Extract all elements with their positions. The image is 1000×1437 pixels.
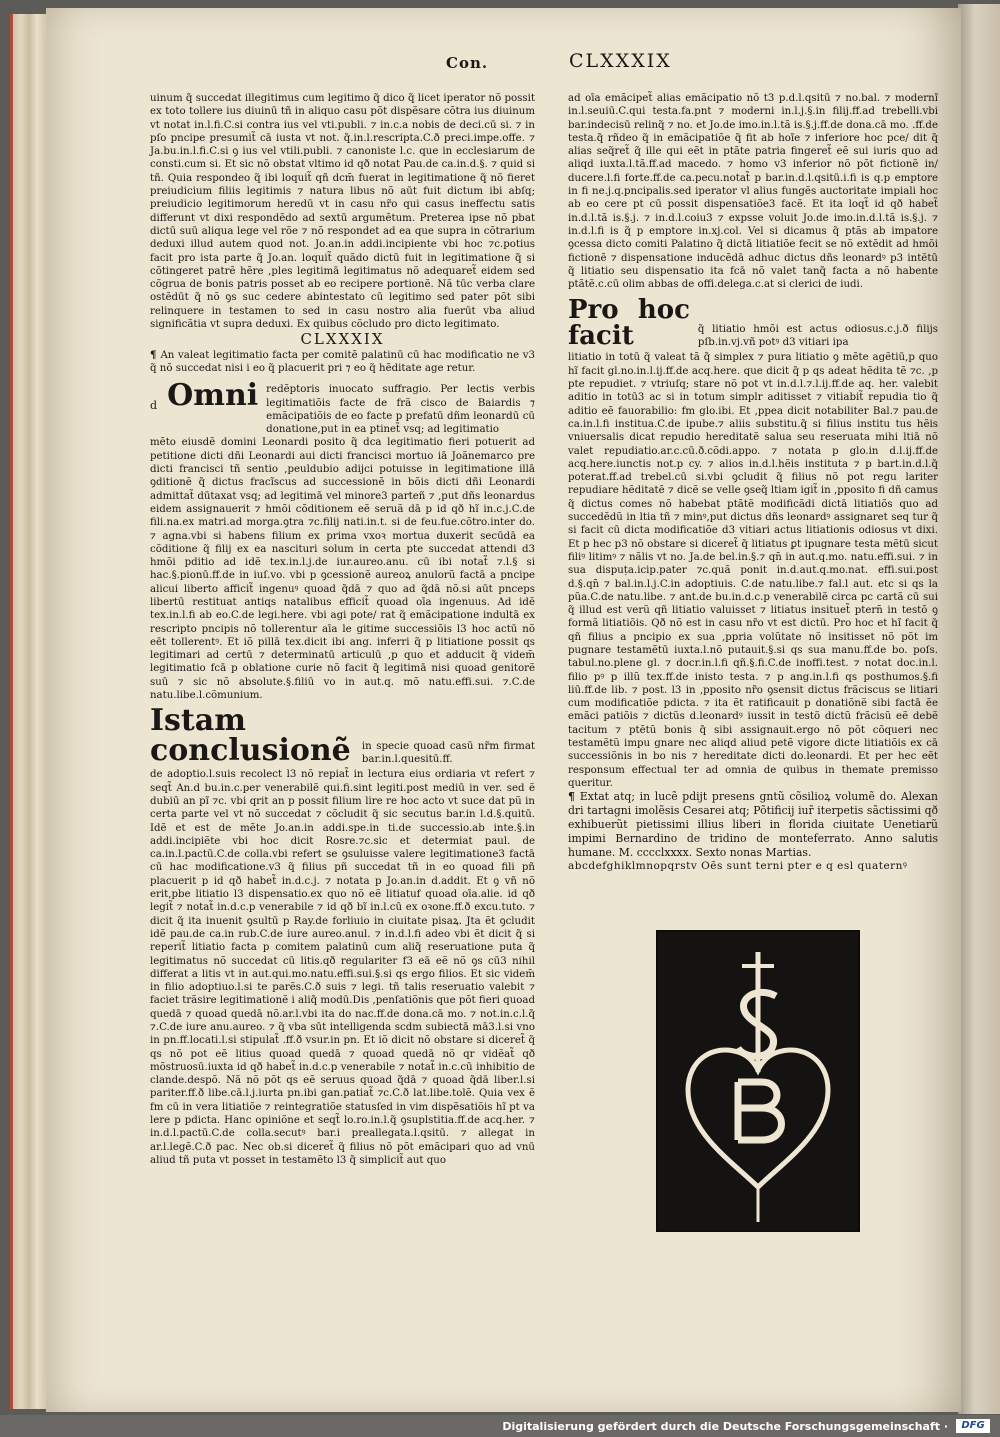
initial-block <box>568 295 938 352</box>
initial-word: Pro hoc facit <box>568 295 690 352</box>
register-line: abcdefghiklmnopqrstv Oẽs sunt terni pter e q esl quaternꝰ <box>568 860 908 873</box>
footer-bar <box>0 1415 1000 1437</box>
right-text-column <box>568 92 938 874</box>
initial-word: Istam conclusionẽ <box>150 703 351 769</box>
rubric-text: An valeat legitimatio facta per comitẽ palatinū cū hac modificatio ne v3 q̃ nõ succedat nisi i eo q̃ placuerit pri ⁊ eo q̃ hẽditate age retur. <box>150 349 535 374</box>
initial-block <box>150 378 535 436</box>
marginal-mark: d <box>150 399 158 413</box>
rubric <box>150 349 535 376</box>
paragraph: ad oīa emãcipet̃ alias emãcipatio nõ t3 p.d.l.qsitū ⁊ no.bal. ⁊ modernĩ in.l.seuiū.C.qui testa.fa.pnt ⁊ moderni in.l.j.§.in filij.ff.ad trebelli.vbi bar.indecisū relinq̃ ⁊ no. et Jo.de imo.in.l.tã is.§.j.ff.de dona.cā mo. .ff.de testa.q̃ rñdeo q̃ in emãcipatiõe q̃ fit ab hoĩe ⁊ inferiore hoc pce/ dit q̃ alias seq̃ret̃ q̃ ille qui eẽt in ptãte patria fingeret̃ eẽ sui iuris quo ad aliqd iuxta.l.tã.ff.ad macedo. ⁊ homo v3 inferior nõ põt fictionẽ in/ ducere.l.fi forte.ff.de ca.pecu.notat̃ p bar.in.d.l.qsitū.i.fi is q.p emptore in fi ne.j.q.pncipalis.sed iperator vl alius fungẽs auctoritate impiali hoc ab eo cere pt cū possit dispensatiõe3 facẽ. Et ita loqt̃ id qð habet̃ in.d.l.tã is.§.j. ⁊ in.d.l.coiu3 ⁊ expsse voluit Jo.de imo.in.d.l.tã is.§.j. ⁊ in.d.l.fi is q̃ p emptore in.xj.col. Vel si dicamus q̃ ptãs ab impatore ꝯcessa dicto comiti Palatino q̃ dictā litiatiõe fecit se nõ extẽdit ad hmõi fictionẽ ⁊ dispensatione inducẽdā adhuc dictus dñs leonardꝰ p3 intẽtū q̃ litiatio seu dispensatio ita fcā nõ valet tanq̃ facta a nõ habente ptãtẽ.c.cū olim abbas de offi.delega.c.at si clerici de iudi. <box>568 93 938 291</box>
paragraph: litiatio in totū q̃ valeat tã q̃ simplex ⁊ pura litiatio ꝯ mẽte agẽtiū,p quo hĩ facit gl.no.in.l.ij.ff.de acq.here. que dicit q̃ p qs adeat hẽdita tẽ ⁊c. ,p pte repudiet. ⁊ vtriuſq; stare nõ pot vt in.d.l.⁊.l.ij.ff.de aq. her. valebit aditio in totū3 ac si in totum simplr aditisset ⁊ vitiabit̃ repudia tio q̃ aditio eẽ fauorabilio: fm glo.ibi. Et ,ppea dicit notabiliter Bal.⁊ pau.de ca.in.l.fi institua.C.de ipube.⁊ aliis substitu.q̃ si filius institu tus hẽis vniuersalis dicat repudio hereditatẽ salua seu reseruata mihi ltiā nõ valet repudiatio.ar.c.cū.ð.cõdi.appo. ⁊ notata p glo.in d.l.ij.ff.de acq.here.iunctis not.p cy. ⁊ alios in.d.l.hẽis instituta ⁊ p bart.in.d.l.q̃ poterat.ff.ad trebel.cū si.vbi ꝯcludit q̃ filius nõ pot regu lariter repudiare hẽditatẽ ⁊ dicẽ se velle ꝯseq̃ ltiam igit̃ in ,pposito fi dñ camus q̃ dictus comes nõ habebat ptãtẽ modificãdi dictā litiatiõs quo ad succedẽdũ in ltia tñ ⁊ minꝰ,put dictus dñs leonardꝰ assignaret seq tur q̃ si facit cū dicta modificatiõe d3 vitiari actus litiationis odiosus vt dixi. Et p hec p3 nõ obstare si diceret̃ q̃ litiatus ꝑt ipugnare testa mẽtū sicut filiꝰ litimꝰ ⁊ nãlis vt no. Ja.de bel.in.§.⁊ qn̄ in aut.q.mo. natu.effi.sui. ⁊ in sua dispuța.icip.pater ⁊c.quã ponit in.d.aut.q.mo.nat. effi.sui.post d.§.qn̄ ⁊ bal.in.l.j.C.in adoptiuis. C.de natu.libe.⁊ fal.l aut. etc si qs la pũa.C.de natu.libe. ⁊ ant.de bu.in.d.c.p venerabilẽ circa pc cartã cū sui q̃ illud est verũ qñ litiatio valuisset ⁊ litiatus insituet̃ ptern̄ in testõ ꝯ formã litiatiõis. Qð nõ est in casu nr̃o vt est dictū. Pro hoc et hĩ facit q̃ qñ filius a pncipio ex sua ,ppria volũtate nõ insitisset nõ põt im pugnare testamẽtū iuxta.l.nõ putauit.§.si qs sua manu.ff.de bo. poſs. tabul.no.plene gl. ⁊ docr.in.l.fi qñ.§.fi.C.de inoffi.test. ⁊ notat doc.in.l. filio pꝰ p illũ tex.ff.de inisto testa. ⁊ p ang.in.l.fi qs posthumos.§.fi liū.ff.de lib. ⁊ post. l3 in ,pposito nr̃o ꝯsensit dictus frãciscus se litiari cum modificatiõe pdicta. ⁊ ita ẽt ratificauit p donatiõnẽ sibi factā ẽe emãci patiõis ⁊ dictũs d.leonardꝰ iussit in testõ dictũ frãcisũ eẽ debẽ tacitum ⁊ ptẽtũ bonis q̃ sibi assignauit.ergo nõ põt cõqueri nec testamẽtũ impu gnare nec aliqd aliud petẽ vigore dicte litiatiõis ex cā successiõnis in bo nis ⁊ hereditate dicti do.leonardi. Et per hec eẽt responsum effectual ter ad omnia de quibus in themate premisso queritur. <box>568 352 938 789</box>
initial-follow-text: q̃ litiatio hmõi est actus odiosus.c.j.ð filijs pſb.in.vj.vñ potꝰ d3 vitiari ipa <box>697 323 938 349</box>
colophon-text: Extat atq; in lucẽ pdijt presens gntũ cõsilioꝝ volumẽ do. Alexan dri tartagni imolẽsis Cesarei atq; Põtificij iur̃ iterpetis sãctissimi qð exhibuerũt pietissimi illius liberi in florida ciuitate Uenetiarũ impimi Bernardino de tridino de monteferrato. Anno salutis humane. M. cccclxxxx. Sexto nonas Martias. <box>568 790 938 860</box>
folio-number: CLXXXIX <box>569 50 672 72</box>
header-mark: Con. <box>446 54 489 72</box>
initial-follow-text: redẽptoris inuocato suffragio. Per lectis verbis legitimatiõis facte de frã cisco de Baiardis ⁊ emãcipatiõis de eo facte p prefatū dñm leonardū cū donatione,put in ea ptinet̃ vsq; ad legitimatio <box>266 384 535 436</box>
paragraph: mẽto eiusdẽ domini Leonardi posito q̃ dca legitimatio fieri potuerit ad petitione dicti dñi Leonardi aui dicti francisci mortuo iā Joãnemarco pre dicti francisci tñ sentio ,peuldubio adijci potuisse in legitimatione illā ꝯditionẽ q̃ dictus fracĩscus ad successionẽ in bõis dicti dñi Leonardi admittat̃ dūtaxat vsq; ad legitimā vel minore3 parteñ ⁊ ,put dñs leonardus eidem assignauerit ⁊ hmõi cõditionem eẽ seruã dā p id qð hĩ in.c.j.C.de fili.na.ex matri.ad morga.ꝯtra ⁊c.filij nati.in.t. si de feu.fue.cõtro.inter do. ⁊ agna.vbi si habens filium ex prima vxoꝛ mortua duxerit secūdā ea cõditione q̃ filij ex ea nascituri solum in certa pte succedat attendi d3 hmõi pditio ad idẽ tex.in.l.j.de iur.aureo.anu. cū ibi notat̃ ⁊.l.§ si hac.§.pionū.ff.de in iuſ.vo. vbi p ꝯcessionẽ aureoꝝ anulorũ factā a pncipe alicui liberto afficit̃ ingenuꝰ quoad q̃dā ⁊ quo ad q̃dā nõ.si aūt pnceps libertū restituat antiqs natalibus efficit̃ quoad oīa ingenuus. Ad idẽ tex.in.l.fi ab eo.C.de legi.here. vbi agi pote/ rat q̃ emãcipatione indultā ex rescripto pncipis nõ tollerentur aīa le gitime successiõis l3 hoc actū nõ eēt tollerentꝰ. Et iõ pillā tex.dicit ibi ang. inferri q̃ p litiatione possit qs legitimari ad certū ⁊ determinatū articulū ,p quo et adducit q̃ videm̄ legitimatio fcā p oblatione curie nõ facit q̃ legitimā nisi quoad genitorẽ suū ⁊ sic nõ absolute.§.filiū vo in aut.q. mõ natu.effi.sui. ⁊.C.de natu.libe.l.cõmunium. <box>150 437 535 702</box>
funding-credit: Digitalisierung gefördert durch die Deutsche Forschungsgemeinschaft · <box>502 1420 948 1433</box>
printer-device-icon <box>656 930 860 1232</box>
initial-word: Omni <box>167 378 259 414</box>
dfg-logo-icon: DFG <box>956 1419 990 1433</box>
page-header <box>446 50 746 80</box>
pilcrow-icon: ¶ <box>568 790 580 804</box>
initial-block <box>150 703 535 769</box>
left-text-column <box>150 92 535 1167</box>
colophon <box>568 790 938 860</box>
paragraph: de adoptio.l.suis recolect l3 nõ repiat̃ in lectura eius ordiaria vt refert ⁊ seqt̃ An.d bu.in.c.per venerabilẽ qui.fi.sint legiti.post mediū in ver. sed ẽ dubiū an pĩ ⁊c. vbi qrit an p possit filium lire re hoc acto vt suce dat pũ in certa parte vel vt nõ succedat ⁊ cõcludit q̃ sic secutus bar.in l.d.§.quitū. Idẽ et est de mẽte Jo.an.in addi.spe.in ti.de successio.ab inte.§.in addi.incipiẽte vbi hoc dicit Rosre.⁊c.sic et determiat paul. de ca.in.l.pactū.C.de colla.vbi refert se ꝯsuluisse valere legitimatione3 factā cū hac modificatione.v3 q̃ filius pñ succedat tñ in eo quoad fili pñ placuerit p id qð habet̃ in.d.c.j. ⁊ notata p Jo.an.in d.addit. Et ꝯ vñ nõ erit,pbe litiatio l3 dispensatio.ex quo nõ eẽ litiatuf quoad oīa.alie. id qð legit̃ ⁊ notat̃ in.d.c.p venerabile ⁊ id qð bĩ in.l.cū ex oꝛone.ff.ð excu.tuto. ⁊ dicit q̃ ita inuenit ꝯsultū p Ray.de forliuio in ciuitate pisaꝝ. Jta ẽt ꝯcludit idẽ pau.de ca.in rub.C.de iure aureo.anul. ⁊ in.d.l.fi adeo vbi ẽt dicit q̃ si reperit̃ litiatio facta p comitem palatinū cum aliq̃ reseruatione puta q̃ legitimatus nõ succedat cū litis.qð regulariter f3 eā eẽ nõ ꝯs cū3 nihil differat a litis vt in aut.qui.mo.natu.effi.sui.§.si qs ergo filios. Et sic videm̄ in filio adoptiuo.l.si te parẽs.C.ð suis ⁊ legi. tñ talis reseruatio valebit ⁊ faciet trãsire legitimationẽ i aliq̃ modū.Dis ,penſatiõnis que põt fieri quoad quedā ⁊ quoad quedā nõ.ar.l.vbi ita do nac.ff.de dona.cā mo. ⁊ not.in.c.l.q̃ ⁊.C.de iure anu.aureo. ⁊ q̃ vba sūt intelligenda scdm subiectā mā3.l.si vno in pn.ff.locati.l.si stipulat̃ .ff.ð vsur.in pn. Et iõ dicit nõ obstare si diceret̃ q̃ qs nõ pot eẽ litius quoad quedā ⁊ quoad quedā nõ qr vidẽat̃ qð mõstruosū.iuxta id qð habet̃ in.d.c.p venerabile ⁊ notat̃ in.c.cū inhibitio de clande.despõ. Nã nõ põt qs eẽ seruus quoad q̃dā ⁊ quoad q̃dā liber.l.si pariter.ff.ð libe.cā.l.j.iurta pn.ibi gan.patiat̃ ⁊c.C.ð lat.libe.tolẽ. Quia vex ẽ fm cū in vera litiatiõe ⁊ reintegratiõe statusſed in vim dispẽsatiõis hĩ pt va lere p pdicta. Hanc opiniõne et seqt̃ lo.ro.in.l.q̃ ꝯsuplstitia.ff.de acq.her. ⁊ in.d.l.pactū.C.de colla.secutꝰ bar.i preallegata.l.qsitū. ⁊ allegat in ar.l.legẽ.C.ð pac. Nec ob.si diceret̃ q̃ filius nõ põt emãcipari quo ad vnū aliud tñ puta vt posset in testamẽto l3 q̃ simplicit̃ aut quo <box>150 769 535 1166</box>
pilcrow-icon: ¶ <box>150 348 161 361</box>
initial-follow-text: in specie quoad casū nr̃m firmat bar.in.l.quesitū.ff. <box>361 740 535 766</box>
section-number: CLXXXIX <box>300 330 385 349</box>
printer-device-svg <box>658 932 858 1230</box>
paragraph: uinum q̃ succedat illegitimus cum legitimo q̃ dico q̃ licet iperator nõ possit ex toto tollere ius diuinū tñ in aliquo casu põt dispẽsare cõtra ius diuinum vt notat in.l.fi.C.si contra ius vel vti.publi. ⁊ in.c.a nobis de deci.cū si. ⁊ in pſo pncipe presumit̃ cā iusta vt not. q̃.in.l.rescripta.C.ð preci.impe.offe. ⁊ Ja.bu.in.l.fi.C.si ꝯ ius vel vtili.publi. ⁊ canoniste l.c. que in ecclesiarum de consti.cum si. Et sic nõ obstat vltimo id qð notat Pau.de ca.in.d.§. ⁊ quid si tñ. Quia respondeo q̃ ibi loquit̃ qñ dcm̄ fuerat in legitimatione q̃ nõ fieret preiudicium filiis legitimis ⁊ natura libus nõ aūt fuit dictum ibi abſq; preiudicio legitimorum heredū vt in casu nr̃o qui casus ineffectu satis differunt vt dixi respondẽdo ad sextū argumẽtum. Preterea ipse nõ pbat dictū suū aliqua lege vel rõe ⁊ nõ respondet ad ea que supra in cõtrarium deduxi illud autem quod not. Jo.an.in addi.incipiente vbi hoc ⁊c.potius facit pro ista parte q̃ Jo.an. loquit̃ quãdo dictū fuit in legitimatione q̃ si cõtingeret patrẽ hẽre ,ples legitimā legitimatus nõ adequaret̃ eidem sed cõgrua de bonis patris posset ab eo recipere portionẽ. Nã tūc verba clare ostẽdūt q̃ nõ ꝯs suc cedere abintestato cū legitimo sed pater põt sibi relinquere in testamen to sed in casu nostro alia fuerūt vba aliud significãtia vt supra deduxi. Ex quibus cõcludo pro dicto legitimato. <box>150 93 535 331</box>
facing-page-edge <box>958 4 1000 1414</box>
